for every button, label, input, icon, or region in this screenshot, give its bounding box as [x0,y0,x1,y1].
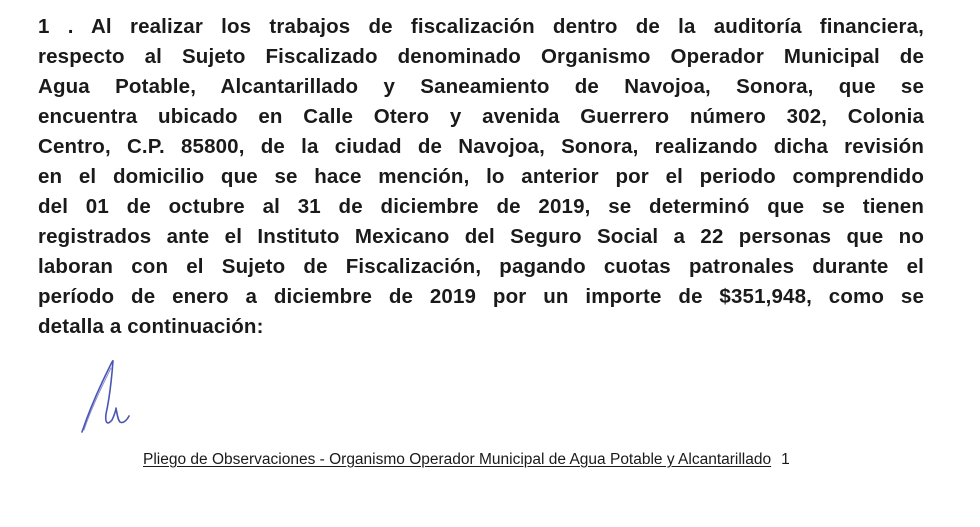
paragraph-line: en el domicilio que se hace mención, lo anterior por el periodo comprendido [38,165,924,188]
paragraph-line: laboran con el Sujeto de Fiscalización, pagando cuotas patronales durante el [38,255,924,278]
paragraph-line: del 01 de octubre al 31 de diciembre de 2019, se determinó que se tienen [38,195,924,218]
page-footer [143,451,790,469]
paragraph-line: 1 . Al realizar los trabajos de fiscalización dentro de la auditoría financiera, [38,15,924,38]
paragraph-line: período de enero a diciembre de 2019 por un importe de $351,948, como se [38,285,924,308]
page-number: 1 [781,451,790,468]
handwritten-signature-icon [72,352,142,436]
paragraph-line: Centro, C.P. 85800, de la ciudad de Navojoa, Sonora, realizando dicha revisión [38,135,924,158]
paragraph-line: respecto al Sujeto Fiscalizado denominado Organismo Operador Municipal de [38,45,924,68]
paragraph-line: registrados ante el Instituto Mexicano del Seguro Social a 22 personas que no [38,225,924,248]
observation-paragraph [38,12,924,342]
footer-title: Pliego de Observaciones - Organismo Operador Municipal de Agua Potable y Alcantarillado [143,451,772,468]
paragraph-line: detalla a continuación: [38,315,264,338]
paragraph-line: Agua Potable, Alcantarillado y Saneamiento de Navojoa, Sonora, que se [38,75,924,98]
paragraph-line: encuentra ubicado en Calle Otero y avenida Guerrero número 302, Colonia [38,105,924,128]
